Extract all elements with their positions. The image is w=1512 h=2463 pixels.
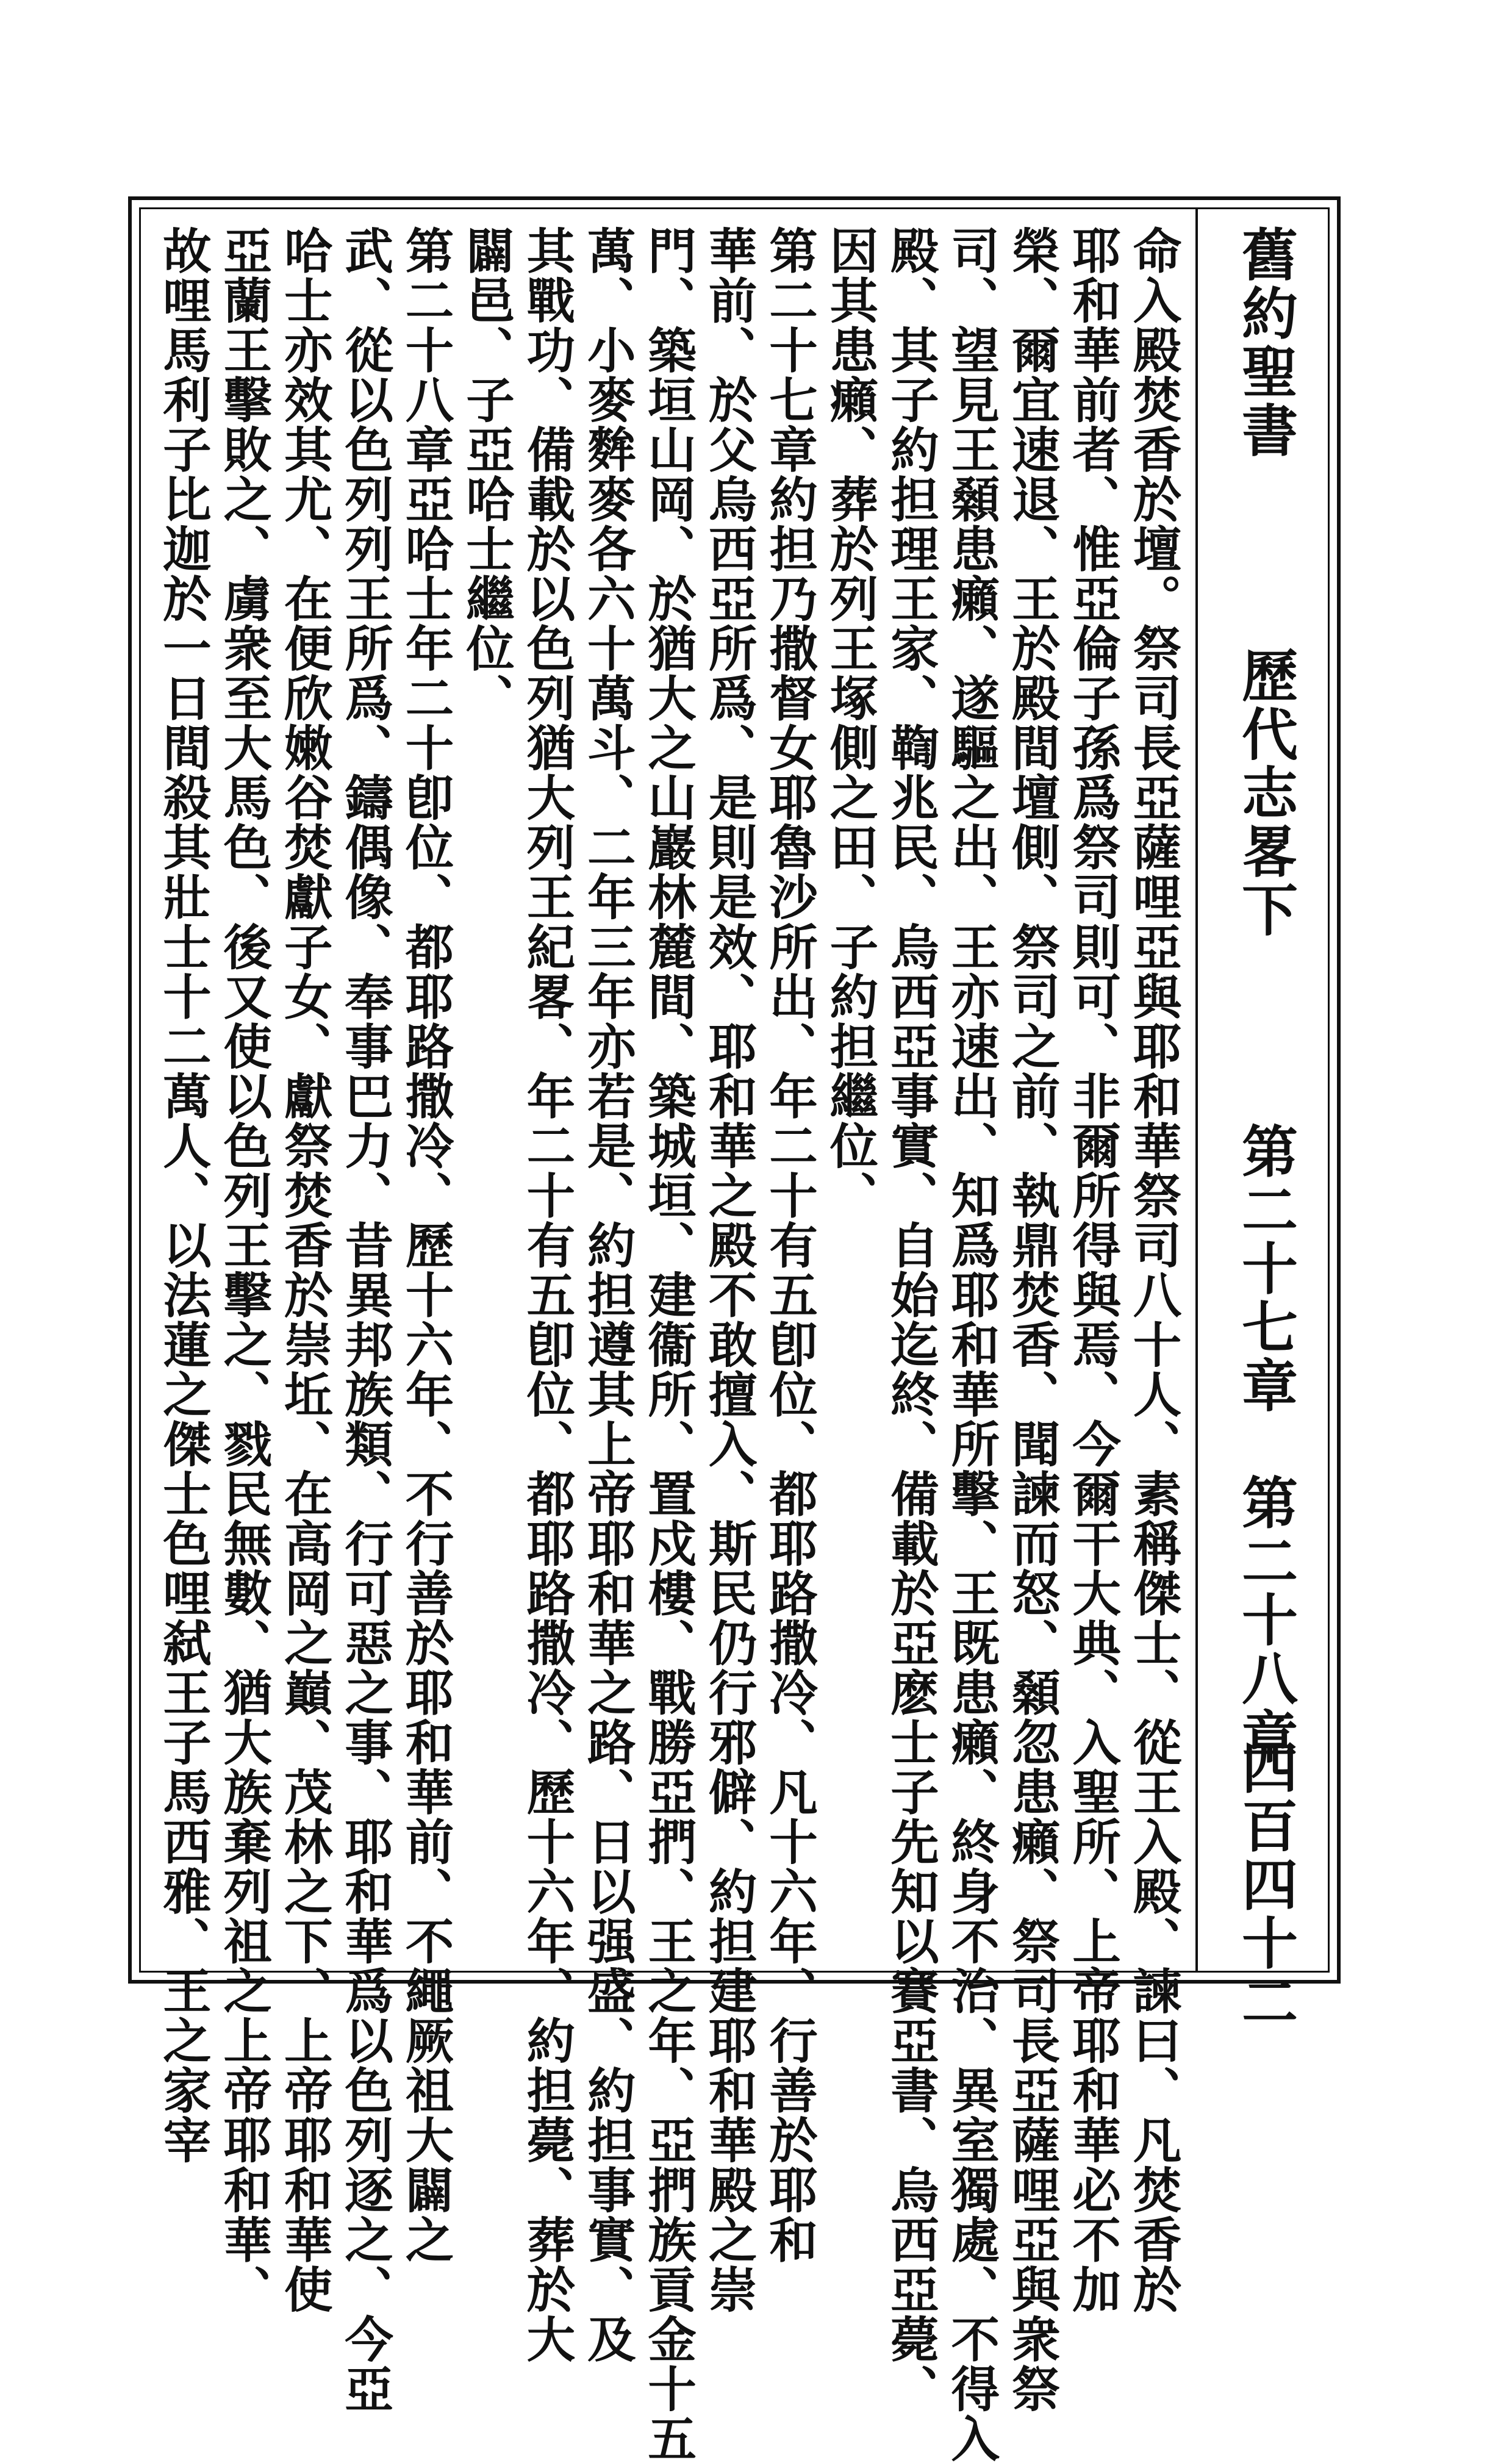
text-column-16: 亞蘭王擊敗之、虜衆至大馬色、後又使以色列王擊之、戮民無數、猶大族棄列祖之上帝耶和華、 xyxy=(215,226,273,2314)
section-title: 歷代志畧下 xyxy=(1233,647,1299,939)
chapter-range: 第二十七章 第二十八章 xyxy=(1233,1122,1299,1766)
text-column-6: 因其患癩、葬於列王塚側之田、子約担繼位、 xyxy=(821,226,879,1221)
text-column-9: 門、築垣山岡、於猶大之山巖林麓間、築城垣、建衞所、置戍樓、戰勝亞捫、王之年、亞捫族貢金十五 xyxy=(639,226,697,2463)
text-column-2: 耶和華前者、惟亞倫子孫爲祭司則可、非爾所得與焉、今爾干大典、入聖所、上帝耶和華必不加 xyxy=(1064,226,1122,2314)
book-title: 舊約聖書 xyxy=(1233,226,1299,460)
text-column-5: 殿、其子約担理王家、鞫兆民、烏西亞事實、自始迄終、備載於亞麽士子先知以賽亞書、烏西亞薨、 xyxy=(882,226,940,2414)
text-column-4: 司、望見王顙患癩、遂驅之出、王亦速出、知爲耶和華所擊、王既患癩、終身不治、異室獨處、不得入 xyxy=(942,226,1000,2463)
chapter-27-heading-column: 第二十七章約担乃撒督女耶魯沙所出、年二十有五卽位、都耶路撒冷、凡十六年、行善於耶和 xyxy=(761,226,819,2265)
text-column-11: 其戰功、備載於以色列猶大列王紀畧、年二十有五卽位、都耶路撒冷、歷十六年、約担薨、葬於大 xyxy=(518,226,576,2364)
text-column-12: 闢邑、子亞哈士繼位、 xyxy=(457,226,515,723)
text-column-8: 華前、於父烏西亞所爲、是則是效、耶和華之殿不敢擅入、斯民仍行邪僻、約担建耶和華殿之崇 xyxy=(700,226,758,2314)
page-number: 四百四十二 xyxy=(1233,1738,1299,2031)
text-column-15: 哈士亦效其尤、在便欣嫩谷焚獻子女、獻祭焚香於崇坵、在高岡之巔、茂林之下、上帝耶和華使 xyxy=(276,226,334,2314)
running-header xyxy=(1220,226,1311,2031)
text-column-14: 武、從以色列列王所爲、鑄偶像、奉事巴力、昔異邦族類、行可惡之事、耶和華爲以色列逐之、今亞 xyxy=(336,226,394,2414)
text-column-10: 萬、小麥麰麥各六十萬斗、二年三年亦若是、約担遵其上帝耶和華之路、日以强盛、約担事實、及 xyxy=(579,226,637,2364)
text-column-17: 故哩馬利子比迦於一日間殺其壯士十二萬人、以法蓮之傑士色哩弑王子馬西雅、王之家宰 xyxy=(154,226,212,2165)
text-column-3: 榮、爾宜速退、王於殿間壇側、祭司之前、執鼎焚香、聞諫而怒、顙忽患癩、祭司長亞薩哩亞與衆祭 xyxy=(1003,226,1061,2414)
text-column-1: 命入殿焚香於壇。祭司長亞薩哩亞與耶和華祭司八十人、素稱傑士、從王入殿、諫曰、凡焚香於 xyxy=(1124,226,1182,2314)
header-divider xyxy=(1195,207,1198,1973)
chapter-28-heading-column: 第二十八章亞哈士年二十卽位、都耶路撒冷、歷十六年、不行善於耶和華前、不繩厥祖大闢之 xyxy=(397,226,455,2265)
